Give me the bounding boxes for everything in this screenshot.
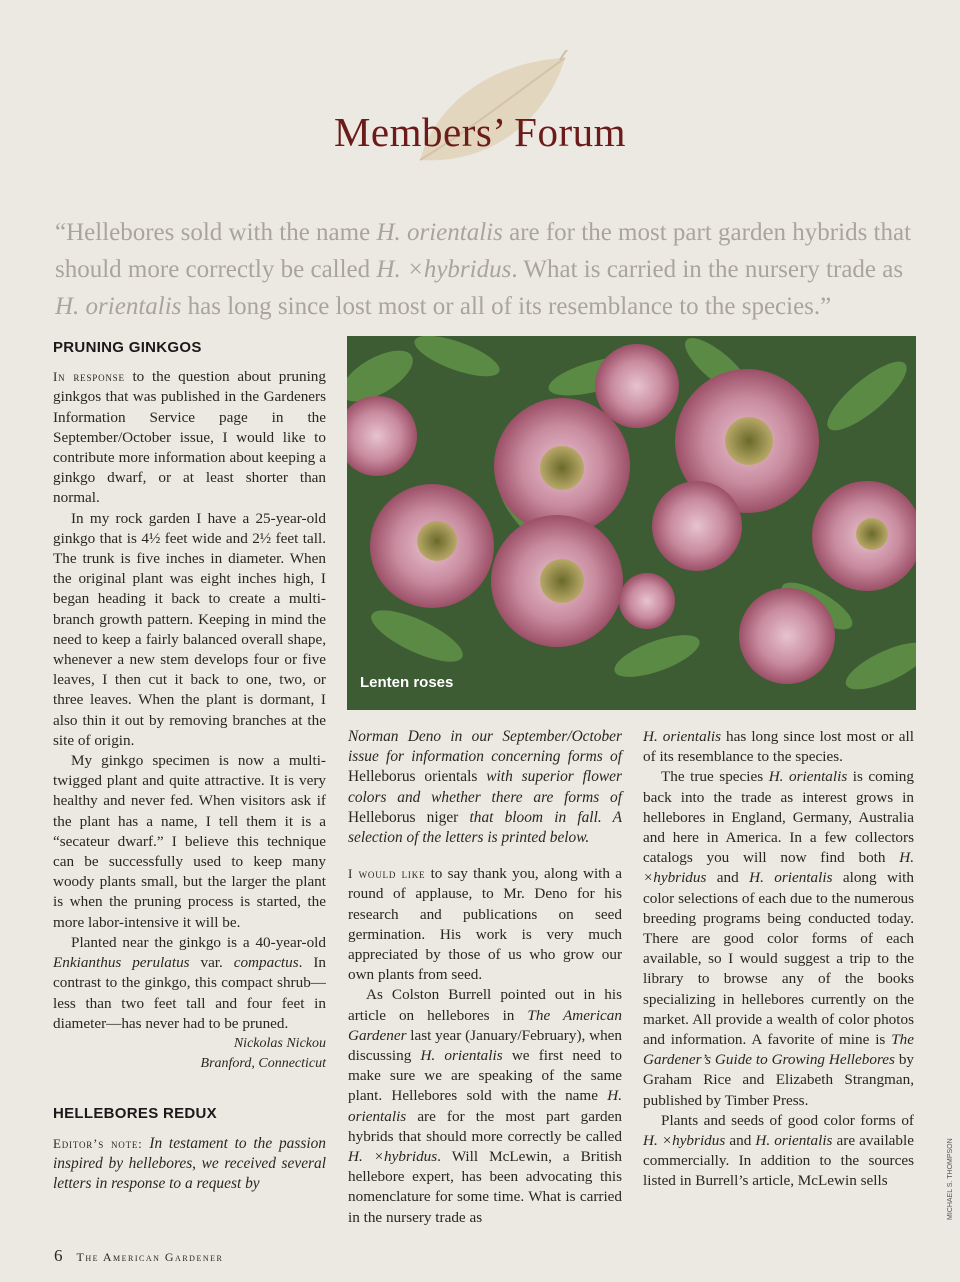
paragraph: Plants and seeds of good color forms of H. ×hybridus and H. orientalis are available commercially. In addition to the sources listed in Burrell’s article, McLewin sells <box>643 1111 914 1190</box>
signature-place: Branford, Connecticut <box>200 1056 326 1072</box>
section-heading-pruning: PRUNING GINKGOS <box>53 339 202 356</box>
photo-credit: MICHAEL S. THOMPSON <box>947 1138 954 1220</box>
paragraph: I would like to say thank you, along with a round of applause, to Mr. Deno for his research and publications on seed germination. His work is very much appreciated by those of us who grow our own plants from seed. <box>348 865 622 984</box>
editor-note: Editor’s note: In testament to the passion inspired by hellebores, we received several letters in response to a request by <box>53 1134 326 1192</box>
paragraph: As Colston Burrell pointed out in his article on hellebores in The American Gardener last year (January/February), when discussing H. orientalis we first need to make sure we are speaking of the same plant. Hellebores sold with the name H. orientalis are for the most part garden hybrids that should more correctly be called H. ×hybridus. Will McLewin, a British hellebore expert, has been advocating this nomenclature for some time. What is carried in the nursery trade as <box>348 986 622 1226</box>
paragraph: In my rock garden I have a 25-year-old ginkgo that is 4½ feet wide and 2½ feet tall. The trunk is five inches in diameter. When the original plant was eight inches high, I began heading it back to create a multi-branch growth pattern. Keeping in mind the need to keep a fairly balanced overall shape, whenever a new stem develops four or five leaves, I then cut it back to one, two, or three leaves. When the plant is dormant, I also thin it out by removing branches at the site of origin. <box>53 509 326 749</box>
page-title: Members’ Forum <box>333 109 627 155</box>
column-2 <box>348 727 622 1228</box>
page-footer <box>54 1246 223 1266</box>
paragraph: Planted near the ginkgo is a 40-year-old Enkianthus perulatus var. compactus. In contrast to the ginkgo, this compact shrub—less than two feet tall and four feet in diameter—has never had to be pruned. <box>53 933 326 1032</box>
paragraph: The true species H. orientalis is coming back into the trade as interest grows in hellebores in England, Germany, Australia and here in America. In a few collectors catalogs you will now find both H. ×hybridus and H. orientalis along with color selections of each due to the numerous breeding programs being conducted today. There are good color forms of each available, so I would suggest a trip to the library to browse any of the books specializing in hellebores currently on the market. All provide a wealth of color photos and information. A favorite of mine is The Gardener’s Guide to Growing Hellebores by Graham Rice and Elizabeth Strangman, published by Timber Press. <box>643 768 914 1109</box>
signature-name: Nickolas Nickou <box>233 1035 326 1051</box>
page-number: 6 <box>54 1246 63 1265</box>
editor-note-continued: Norman Deno in our September/October issue for information concerning forms of Helleborus orientals with superior flower colors and whether there are forms of Helleborus niger that bloom in fall. A selection of the letters is printed below. <box>348 728 622 847</box>
section-heading-hellebores: HELLEBORES REDUX <box>53 1105 217 1123</box>
pull-quote: “Hellebores sold with the name H. orientalis are for the most part garden hybrids that should more correctly be called H. ×hybridus. What is carried in the nursery trade as H. orientalis has long since lost most or all of its resemblance to the species.” <box>55 219 912 320</box>
column-3 <box>643 727 914 1192</box>
paragraph: My ginkgo specimen is now a multi-twigged plant and quite attractive. It is very healthy and never fed. When visitors ask if the plant has a name, I tell them it is a “secateur dwarf.” I believe this technique can be successfully used to keep many woody plants small, but the larger the plant is when the pruning process is started, the more labor-intensive it will be. <box>53 752 326 931</box>
column-1 <box>53 338 326 1194</box>
paragraph-continued: H. orientalis has long since lost most or all of its resemblance to the species. <box>643 728 914 766</box>
lenten-roses-photo <box>347 336 916 710</box>
paragraph: In response to the question about pruning ginkgos that was published in the Gardeners Information Service page in the September/October issue, I would like to contribute more information about keeping a ginkgo dwarf, or at least shorter than normal. <box>53 368 326 507</box>
photo-caption: Lenten roses <box>360 674 454 691</box>
flower-image <box>347 336 916 710</box>
magazine-name: The American Gardener <box>76 1250 224 1264</box>
